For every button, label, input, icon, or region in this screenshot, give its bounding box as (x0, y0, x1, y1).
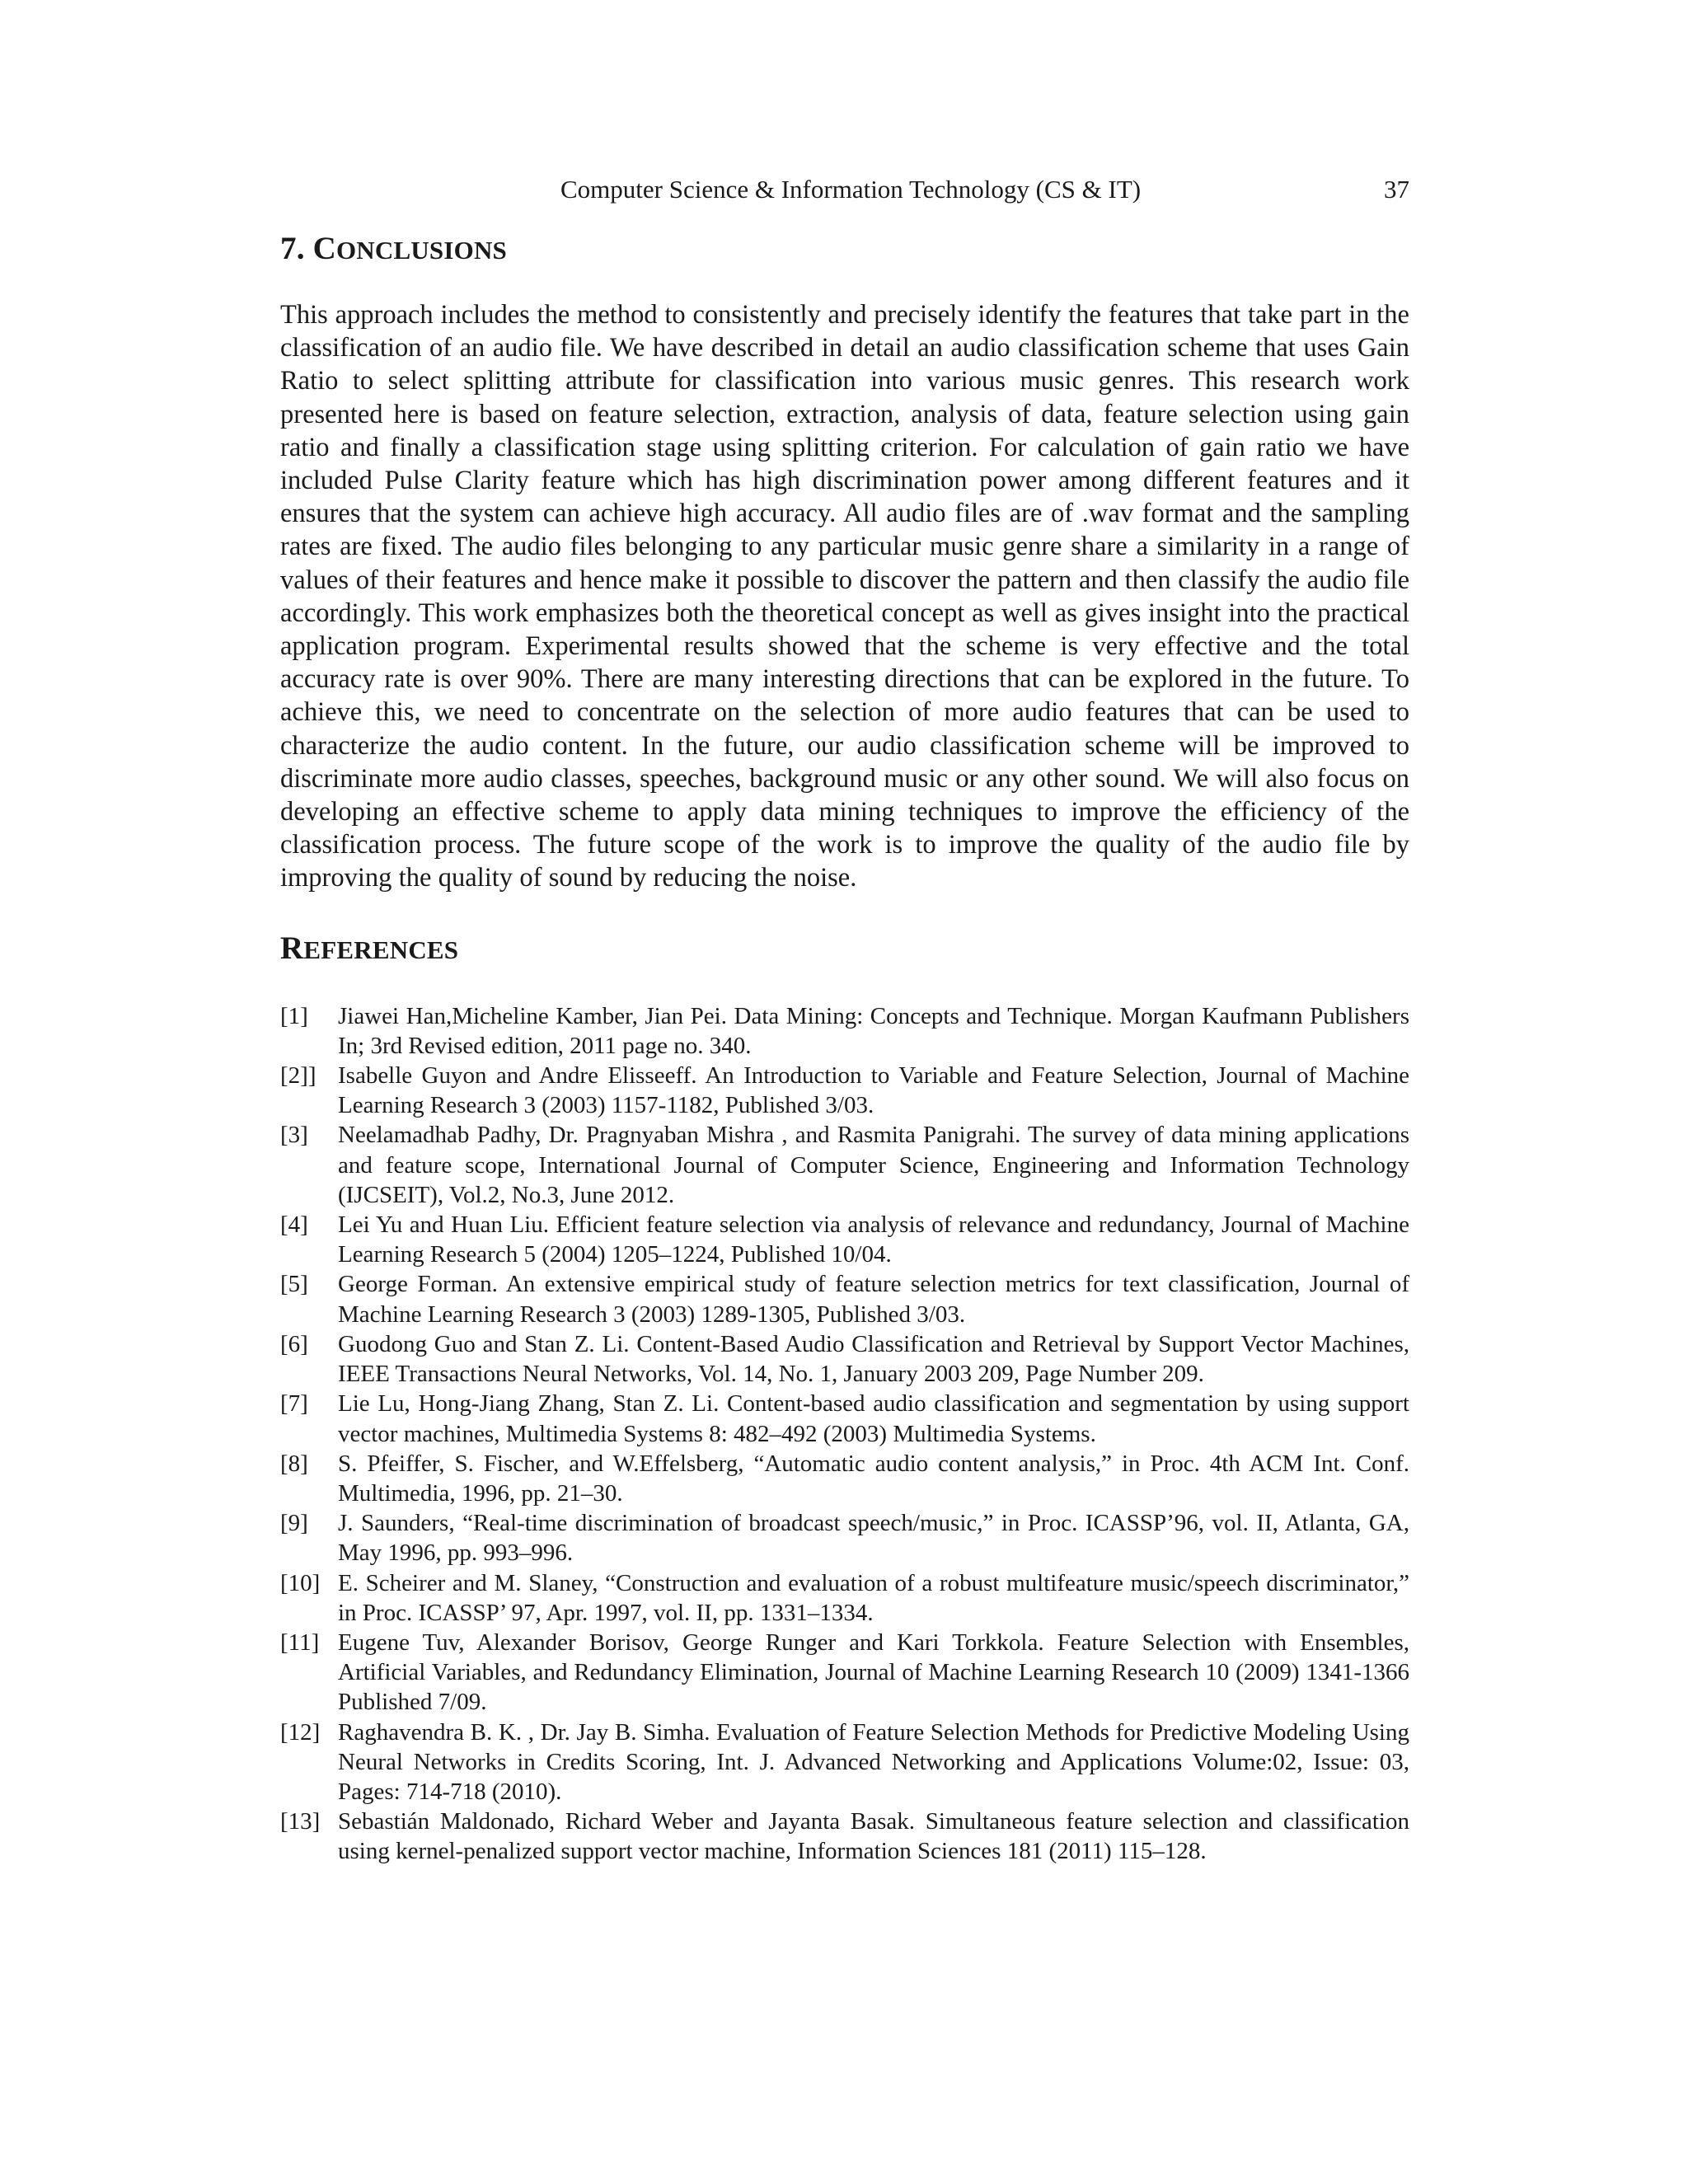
conclusions-paragraph: This approach includes the method to consistently and precisely identify the features that take part in the classification of an audio file. We have described in detail an audio classification scheme that uses Gain Ratio to select splitting attribute for classification into various music genres. This research work presented here is based on feature selection, extraction, analysis of data, feature selection using gain ratio and finally a classification stage using splitting criterion. For calculation of gain ratio we have included Pulse Clarity feature which has high discrimination power among different features and it ensures that the system can achieve high accuracy. All audio files are of .wav format and the sampling rates are fixed. The audio files belonging to any particular music genre share a similarity in a range of values of their features and hence make it possible to discover the pattern and then classify the audio file accordingly. This work emphasizes both the theoretical concept as well as gives insight into the practical application program. Experimental results showed that the scheme is very effective and the total accuracy rate is over 90%. There are many interesting directions that can be explored in the future. To achieve this, we need to concentrate on the selection of more audio features that can be used to characterize the audio content. In the future, our audio classification scheme will be improved to discriminate more audio classes, speeches, background music or any other sound. We will also focus on developing an effective scheme to apply data mining techniques to improve the efficiency of the classification process. The future scope of the work is to improve the quality of the audio file by improving the quality of sound by reducing the noise. (280, 300, 1409, 893)
references-heading (280, 930, 1409, 967)
reference-number: [9] (280, 1510, 308, 1537)
reference-item (280, 1061, 1409, 1120)
reference-number: [3] (280, 1122, 308, 1149)
reference-number: [12] (280, 1718, 321, 1746)
reference-item (280, 1001, 1409, 1061)
journal-title: Computer Science & Information Technology (CS & IT) (560, 175, 1142, 204)
reference-number: [4] (280, 1212, 308, 1239)
page (280, 169, 1409, 1867)
reference-item (280, 1628, 1409, 1718)
reference-number: [1] (280, 1002, 308, 1029)
reference-text: Lei Yu and Huan Liu. Efficient feature selection via analysis of relevance and redundancy, Journal of Machine Learning Research 5 (2004) 1205–1224, Published 10/04. (338, 1212, 1409, 1268)
reference-number: [10] (280, 1569, 321, 1596)
reference-number: [5] (280, 1271, 308, 1298)
reference-number: [8] (280, 1450, 308, 1477)
reference-text: Guodong Guo and Stan Z. Li. Content-Based Audio Classification and Retrieval by Support Vector Machines, IEEE Transactions Neural Networks, Vol. 14, No. 1, January 2003 209, Page Number 209. (338, 1330, 1409, 1388)
reference-item (280, 1568, 1409, 1628)
reference-text: J. Saunders, “Real-time discrimination of broadcast speech/music,” in Proc. ICASSP’96, vol. II, Atlanta, GA, May 1996, pp. 993–996. (338, 1510, 1409, 1567)
heading-initial: C (312, 231, 336, 266)
reference-text: Lie Lu, Hong-Jiang Zhang, Stan Z. Li. Content-based audio classification and segmentation by using support vector machines, Multimedia Systems 8: 482–492 (2003) Multimedia Systems. (338, 1390, 1409, 1447)
reference-item (280, 1508, 1409, 1568)
conclusions-heading (280, 230, 1409, 267)
reference-text: S. Pfeiffer, S. Fischer, and W.Effelsberg, “Automatic audio content analysis,” in Proc. 4th ACM Int. Conf. Multimedia, 1996, pp. 21–30. (338, 1450, 1409, 1507)
reference-item (280, 1210, 1409, 1269)
reference-item (280, 1269, 1409, 1329)
reference-text: Jiawei Han,Micheline Kamber, Jian Pei. Data Mining: Concepts and Technique. Morgan Kaufmann Publishers In; 3rd Revised edition, 2011 page no. 340. (338, 1002, 1409, 1059)
reference-item (280, 1718, 1409, 1807)
heading-rest: ONCLUSIONS (335, 236, 507, 265)
reference-text: Neelamadhab Padhy, Dr. Pragnyaban Mishra , and Rasmita Panigrahi. The survey of data mining applications and feature scope, International Journal of Computer Science, Engineering and Information Technology (IJCSEIT), Vol.2, No.3, June 2012. (338, 1122, 1409, 1208)
heading-initial: R (280, 930, 304, 966)
reference-number: [11] (280, 1629, 320, 1656)
reference-item (280, 1120, 1409, 1210)
reference-item (280, 1449, 1409, 1508)
reference-item (280, 1389, 1409, 1448)
reference-number: [13] (280, 1808, 321, 1835)
reference-number: [2]] (280, 1062, 316, 1090)
section-number: 7. (280, 231, 305, 266)
reference-number: [7] (280, 1390, 308, 1418)
reference-text: Sebastián Maldonado, Richard Weber and Jayanta Basak. Simultaneous feature selection and classification using kernel-penalized support vector machine, Information Sciences 181 (2011) 115–128. (338, 1808, 1409, 1865)
running-header (280, 169, 1409, 210)
reference-item (280, 1807, 1409, 1866)
reference-text: Eugene Tuv, Alexander Borisov, George Runger and Kari Torkkola. Feature Selection with Ensembles, Artificial Variables, and Redundancy Elimination, Journal of Machine Learning Research 10 (2009) 1341-1366 Published 7/09. (338, 1629, 1409, 1716)
reference-text: Raghavendra B. K. , Dr. Jay B. Simha. Evaluation of Feature Selection Methods for Predictive Modeling Using Neural Networks in Credits Scoring, Int. J. Advanced Networking and Applications Volume:02, Issue: 03, Pages: 714-718 (2010). (338, 1718, 1409, 1805)
reference-text: E. Scheirer and M. Slaney, “Construction and evaluation of a robust multifeature music/speech discriminator,” in Proc. ICASSP’ 97, Apr. 1997, vol. II, pp. 1331–1334. (338, 1569, 1409, 1626)
reference-text: Isabelle Guyon and Andre Elisseeff. An Introduction to Variable and Feature Selection, Journal of Machine Learning Research 3 (2003) 1157-1182, Published 3/03. (338, 1062, 1409, 1119)
reference-number: [6] (280, 1330, 308, 1357)
heading-rest: EFERENCES (303, 935, 459, 964)
reference-list (280, 1001, 1409, 1867)
reference-item (280, 1329, 1409, 1389)
page-number: 37 (1384, 175, 1409, 204)
reference-text: George Forman. An extensive empirical study of feature selection metrics for text classification, Journal of Machine Learning Research 3 (2003) 1289-1305, Published 3/03. (338, 1271, 1409, 1328)
